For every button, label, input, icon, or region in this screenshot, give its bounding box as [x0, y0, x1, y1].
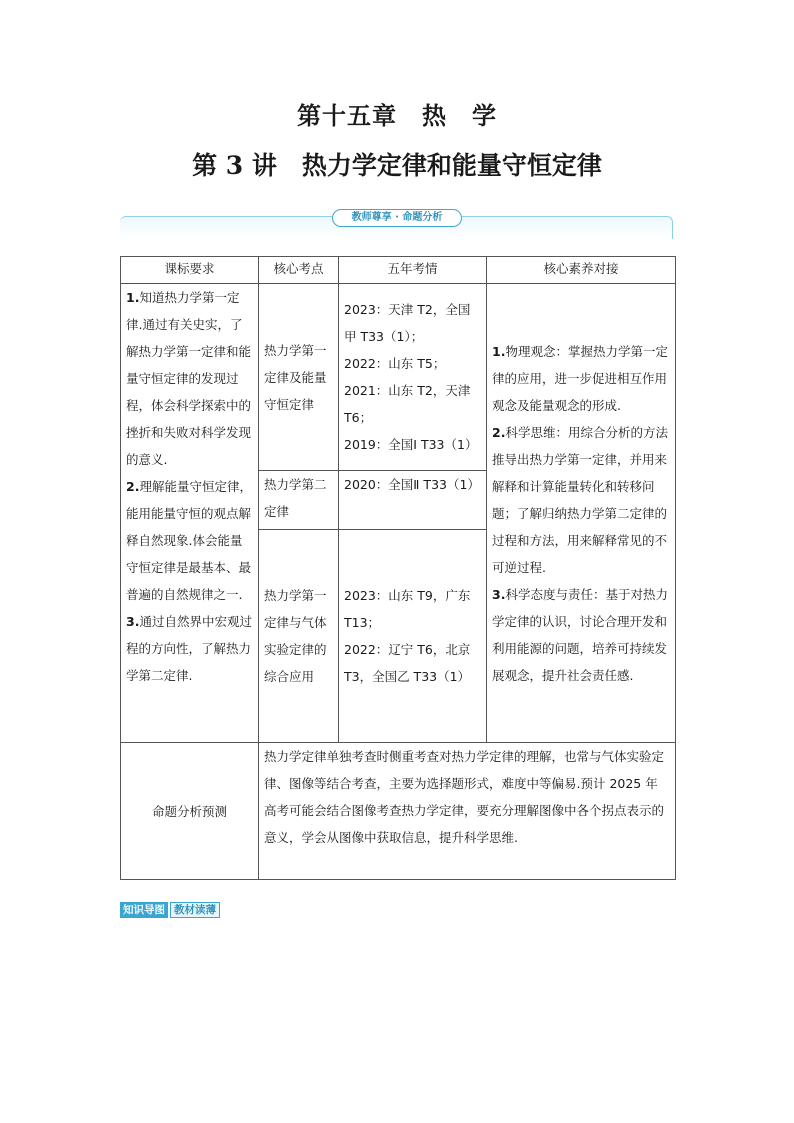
header-topic: 核心考点 [259, 257, 339, 284]
topic-cell: 热力学第二定律 [259, 471, 339, 530]
exams-cell: 2023：天津 T2，全国甲 T33（1）； 2022：山东 T5； 2021：山东 T2，天津 T6； 2019：全国Ⅰ T33（1） [339, 284, 487, 471]
teacher-banner [120, 212, 673, 239]
table-header-row [121, 257, 676, 284]
curriculum-item: 3.通过自然界中宏观过程的方向性，了解热力学第二定律. [126, 614, 252, 683]
prediction-label: 命题分析预测 [121, 743, 259, 880]
chapter-title: 第十五章 热 学 [297, 101, 497, 130]
table-row [121, 284, 676, 471]
exams-cell: 2020：全国Ⅱ T33（1） [339, 471, 487, 530]
curriculum-cell [121, 284, 259, 743]
literacy-item: 2.科学思维：用综合分析的方法推导出热力学第一定律，并用来解释和计算能量转化和转移问题；了解归纳热力学第二定律的过程和方法，用来解释常见的不可逆过程. [492, 424, 668, 575]
textbook-tag[interactable]: 教材读薄 [170, 902, 220, 918]
knowledge-map-tag[interactable]: 知识导图 [120, 902, 168, 918]
literacy-item: 3.科学态度与责任：基于对热力学定律的认识，讨论合理开发和利用能源的问题，培养可持续发展观念，提升社会责任感. [492, 586, 668, 683]
curriculum-item: 2.理解能量守恒定律，能用能量守恒的观点解释自然现象.体会能量守恒定律是最基本、最普遍的自然规律之一. [126, 479, 252, 602]
literacy-cell [487, 284, 676, 743]
topic-cell: 热力学第一定律及能量守恒定律 [259, 284, 339, 471]
prediction-text: 热力学定律单独考查时侧重考查对热力学定律的理解，也常与气体实验定律、图像等结合考查，主要为选择题形式，难度中等偏易.预计 2025 年高考可能会结合图像考查热力学定律，要充分理解图像中各个拐点表示的意义，学会从图像中获取信息，提升科学思维. [259, 743, 676, 880]
footer-tags [120, 902, 220, 918]
curriculum-item: 1.知道热力学第一定律.通过有关史实，了解热力学第一定律和能量守恒定律的发现过程，体会科学探索中的挫折和失败对科学发现的意义. [126, 290, 252, 467]
topic-cell: 热力学第一定律与气体实验定律的综合应用 [259, 530, 339, 743]
literacy-item: 1.物理观念：掌握热力学第一定律的应用，进一步促进相互作用观念及能量观念的形成. [492, 343, 668, 413]
exams-cell: 2023：山东 T9，广东 T13； 2022：辽宁 T6，北京 T3，全国乙 T33（1） [339, 530, 487, 743]
header-exams: 五年考情 [339, 257, 487, 284]
analysis-table [120, 256, 676, 880]
lesson-title: 第 3 讲 热力学定律和能量守恒定律 [192, 151, 602, 180]
header-literacy: 核心素养对接 [487, 257, 676, 284]
header-curriculum: 课标要求 [121, 257, 259, 284]
banner-label: 教师尊享 · 命题分析 [332, 209, 462, 227]
prediction-row [121, 743, 676, 880]
